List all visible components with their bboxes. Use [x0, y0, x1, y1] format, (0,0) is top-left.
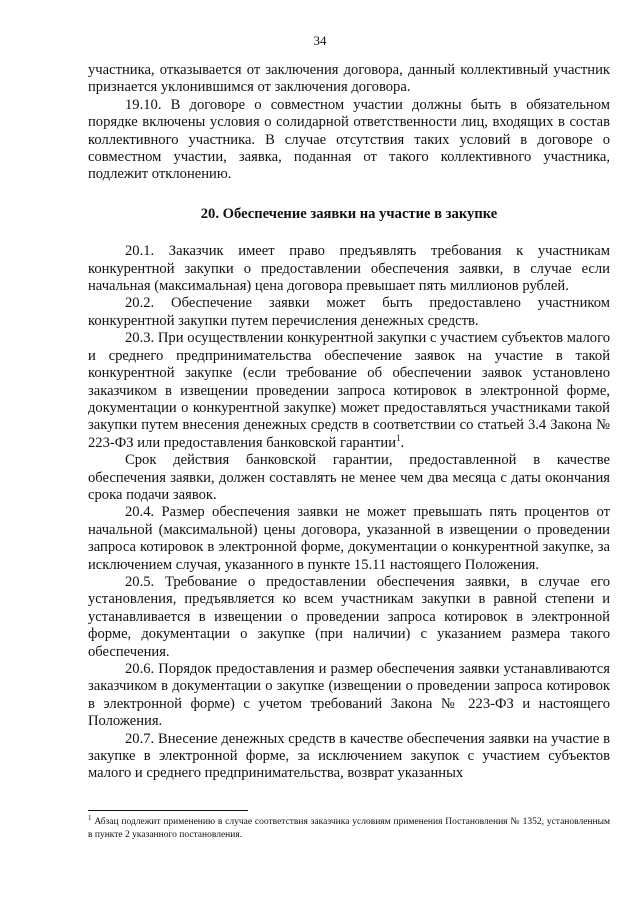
page-content — [88, 62, 610, 783]
paragraph-20-2: 20.2. Обеспечение заявки может быть предоставлено участником конкурентной закупки путем перечисления денежных средств. — [88, 295, 610, 329]
paragraph-20-4: 20.4. Размер обеспечения заявки не может превышать пять процентов от начальной (максимальной) цены договора, указанной в извещении о проведении запроса котировок в электронной форме, документации о конкурентной закупке, за исключением случая, указанного в пункте 15.11 настоящего Положения. — [88, 504, 610, 573]
paragraph-20-1: 20.1. Заказчик имеет право предъявлять требования к участникам конкурентной закупки о предоставлении обеспечения заявки, в случае если начальная (максимальная) цена договора превышает пять миллионов рублей. — [88, 243, 610, 295]
page-number: 34 — [313, 33, 327, 48]
paragraph-20-3: 20.3. При осуществлении конкурентной закупки с участием субъектов малого и среднего предпринимательства обеспечение заявок на участие в такой конкурентной закупке (если требование об обеспечении заявок установлено заказчиком в извещении проведении запроса котировок в электронной форме, документации о конкурентной закупке) может предоставляться участниками такой закупки путем внесения денежных средств в соответствии со статьей 3.4 Закона № 223-ФЗ или предоставления банковской гарантии$^1$. — [88, 330, 610, 451]
footnote-reference[interactable]: 1 — [396, 432, 401, 443]
paragraph-20-7: 20.7. Внесение денежных средств в качестве обеспечения заявки на участие в закупке в электронной форме, за исключением закупок с участием субъектов малого и среднего предпринимательства, возврат указанных — [88, 730, 610, 782]
footnote — [88, 813, 610, 842]
paragraph-continued: участника, отказывается от заключения договора, данный коллективный участник признается уклонившимся от заключения договора. — [88, 62, 610, 96]
paragraph-19-10: 19.10. В договоре о совместном участии должны быть в обязательном порядке включены условия о солидарной ответственности лиц, входящих в состав коллективного участника. В случае отсутствия таких условий в договоре о совместном участии, заявка, поданная от такого коллективного участника, подлежит отклонению. — [88, 96, 610, 183]
footnote-divider — [88, 810, 248, 811]
footnote-marker: 1 — [88, 813, 92, 822]
paragraph-20-5: 20.5. Требование о предоставлении обеспечения заявки, в случае его установления, предъявляется ко всем участникам закупки в равной степени и устанавливается в извещении о проведении запроса котировок в электронной форме, документации о закупке (при наличии) с указанием размера такого обеспечения. — [88, 573, 610, 660]
paragraph-20-3-text: 20.3. При осуществлении конкурентной закупки с участием субъектов малого и среднего предпринимательства обеспечение заявок на участие в такой конкурентной закупке (если требование об обеспечении заявок установлено заказчиком в извещении проведении запроса котировок в электронной форме, документации о конкурентной закупке) может предоставляться участниками такой закупки путем внесения денежных средств в соответствии со статьей 3.4 Закона № 223-ФЗ или предоставления банковской гарантии — [88, 330, 610, 451]
paragraph-guarantee-term: Срок действия банковской гарантии, предоставленной в качестве обеспечения заявки, должен составлять не менее чем два месяца с даты окончания срока подачи заявок. — [88, 452, 610, 503]
footnote-text: Абзац подлежит применению в случае соответствия заказчика условиям применения Постановления № 1352, установленным в пункте 2 указанного постановления. — [88, 817, 610, 840]
section-heading: 20. Обеспечение заявки на участие в закупке — [200, 205, 498, 222]
paragraph-20-6: 20.6. Порядок предоставления и размер обеспечения заявки устанавливаются заказчиком в документации о закупке (извещении о проведении запроса котировок в электронной форме) с учетом требований Закона № 223-ФЗ и настоящего Положения. — [88, 661, 610, 730]
